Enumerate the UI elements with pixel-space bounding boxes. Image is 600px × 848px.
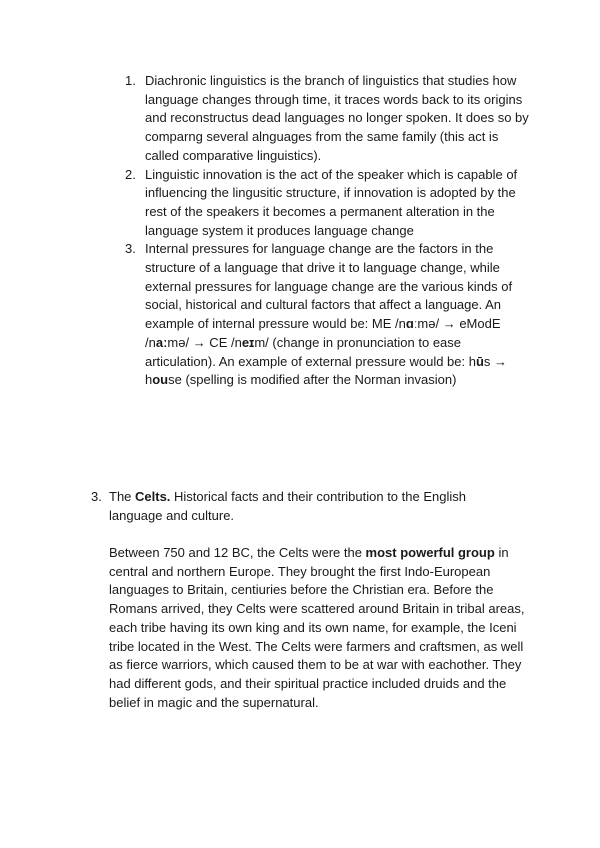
list-item [125, 240, 535, 390]
text-run: ːmə/ → eModE /n [145, 316, 501, 350]
text-run: Internal pressures for language change are the factors in the structure of a language that drive it to language change, while external pressures for language change are the various kinds of social, historical and cultural factors that affect a language. An example of internal pressure would be: ME /n [145, 241, 513, 332]
section-number: 3. [91, 489, 102, 504]
section-text-rest: Historical facts and their contribution to the English language and culture. [109, 489, 466, 523]
bold-phoneme: eɪ [241, 334, 255, 350]
bold-letters: ou [152, 372, 169, 388]
bold-phoneme: ɑ [405, 316, 414, 332]
list-item-text: Linguistic innovation is the act of the speaker which is capable of influencing the lingusitic structure, if innovation is adopted by the rest of the speakers it becomes a permanent alteration in the language system it produces language change [145, 166, 518, 238]
list-item-number: 3. [125, 241, 136, 257]
text-run: m/ (change in pronunciation to ease articulation). An example of external pressure would be: h [145, 334, 476, 369]
text-run: mə/ → CE /n [167, 334, 242, 350]
list-item [125, 72, 535, 166]
text-run: s → h [145, 353, 508, 388]
text-run: se (spelling is modified after the Norman invasion) [168, 372, 457, 388]
list-item [125, 166, 535, 241]
body-paragraph [109, 544, 534, 712]
para-bold-phrase: most powerful group [365, 545, 495, 560]
list-item-text: Diachronic linguistics is the branch of linguistics that studies how language changes through time, it traces words back to its origins and reconstructus dead languages no longer spoken. It does so by comparng several alnguages from the same family (this act is called comparative linguistics). [145, 73, 529, 163]
bold-phoneme: aː [155, 334, 168, 350]
list-item-number: 1. [125, 73, 136, 88]
section-heading [91, 488, 519, 525]
list-item-number: 2. [125, 166, 136, 182]
list-item-text [145, 240, 535, 390]
section-text-pre: The [109, 489, 136, 504]
bold-letter: ū [475, 353, 484, 369]
para-text-pre: Between 750 and 12 BC, the Celts were the [109, 545, 366, 560]
para-text-rest: in central and northern Europe. They brought the first Indo-European languages to Britain, centiuries before the Christian era. Before the Romans arrived, they Celts were scattered around Britain in tribal areas, each tribe having its own king and its own name, for example, the Iceni tribe located in the West. The Celts were farmers and craftsmen, as well as fierce warriors, which caused them to be at war with eachother. They had different gods, and their spiritual practice included druids and the belief in magic and the supernatural. [109, 545, 525, 710]
numbered-list [125, 72, 535, 390]
section-keyword: Celts. [135, 489, 171, 504]
